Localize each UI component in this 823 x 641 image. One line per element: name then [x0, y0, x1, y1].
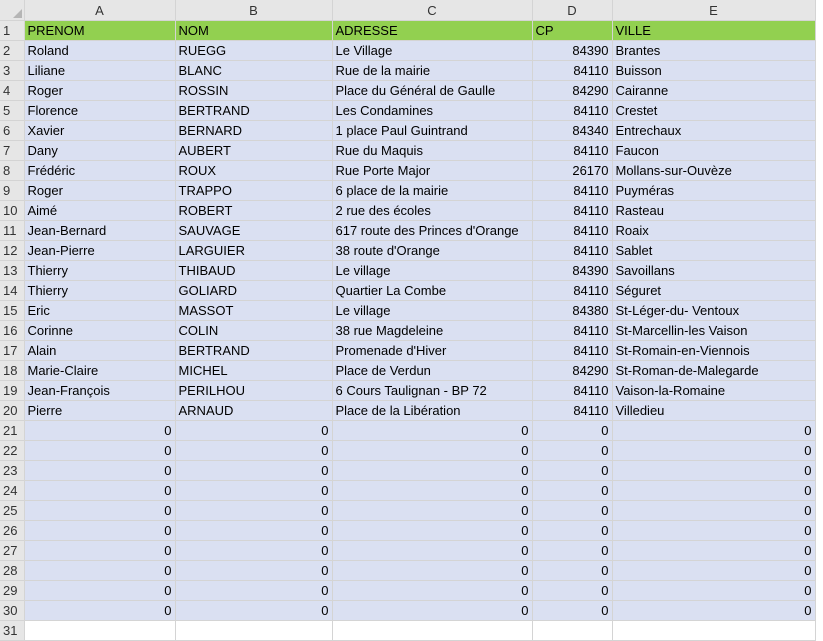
- table-row: [0, 301, 815, 321]
- table-row: [0, 361, 815, 381]
- cell-adresse[interactable]: Place de la Libération: [332, 401, 532, 421]
- cell-ville[interactable]: St-Léger-du- Ventoux: [612, 301, 815, 321]
- table-row: [0, 581, 815, 601]
- table-row: [0, 121, 815, 141]
- cell-ville[interactable]: Brantes: [612, 41, 815, 61]
- row-header[interactable]: 12: [0, 241, 24, 261]
- cell-prenom[interactable]: Xavier: [24, 121, 175, 141]
- cell-prenom[interactable]: Florence: [24, 101, 175, 121]
- cell-value[interactable]: 0: [175, 421, 332, 441]
- cell-cp[interactable]: 84380: [532, 301, 612, 321]
- table-row: [0, 281, 815, 301]
- cell-value[interactable]: 0: [24, 421, 175, 441]
- cell-prenom[interactable]: Thierry: [24, 281, 175, 301]
- cell-prenom[interactable]: Roger: [24, 181, 175, 201]
- table-row: [0, 561, 815, 581]
- row-header[interactable]: 18: [0, 361, 24, 381]
- cell-cp[interactable]: 84390: [532, 41, 612, 61]
- cell-value[interactable]: 0: [332, 541, 532, 561]
- cell-nom[interactable]: ROSSIN: [175, 81, 332, 101]
- row-header[interactable]: 25: [0, 501, 24, 521]
- column-header-d[interactable]: D: [532, 0, 612, 21]
- cell-value[interactable]: 0: [532, 461, 612, 481]
- cell-value[interactable]: 0: [612, 541, 815, 561]
- row-header[interactable]: 6: [0, 121, 24, 141]
- cell-nom[interactable]: ARNAUD: [175, 401, 332, 421]
- cell-value[interactable]: 0: [332, 521, 532, 541]
- cell-adresse[interactable]: Rue de la mairie: [332, 61, 532, 81]
- cell-nom[interactable]: THIBAUD: [175, 261, 332, 281]
- cell-value[interactable]: 0: [532, 521, 612, 541]
- cell-adresse[interactable]: Place du Général de Gaulle: [332, 81, 532, 101]
- cell-prenom[interactable]: Liliane: [24, 61, 175, 81]
- row-header[interactable]: 24: [0, 481, 24, 501]
- cell-cp[interactable]: 84110: [532, 221, 612, 241]
- table-row: [0, 221, 815, 241]
- cell-ville[interactable]: Roaix: [612, 221, 815, 241]
- table-row: [0, 501, 815, 521]
- cell-value[interactable]: 0: [532, 481, 612, 501]
- cell-prenom[interactable]: Marie-Claire: [24, 361, 175, 381]
- cell-prenom[interactable]: Dany: [24, 141, 175, 161]
- cell-value[interactable]: 0: [24, 461, 175, 481]
- cell-adresse[interactable]: 617 route des Princes d'Orange: [332, 221, 532, 241]
- cell-ville[interactable]: Cairanne: [612, 81, 815, 101]
- table-row: [0, 381, 815, 401]
- row-header[interactable]: 10: [0, 201, 24, 221]
- cell-value[interactable]: 0: [612, 561, 815, 581]
- cell-cp[interactable]: 84290: [532, 361, 612, 381]
- cell-value[interactable]: 0: [332, 561, 532, 581]
- cell-ville[interactable]: Savoillans: [612, 261, 815, 281]
- row-header[interactable]: 14: [0, 281, 24, 301]
- cell-value[interactable]: 0: [175, 561, 332, 581]
- cell-prenom[interactable]: Thierry: [24, 261, 175, 281]
- cell-nom[interactable]: TRAPPO: [175, 181, 332, 201]
- table-row: [0, 81, 815, 101]
- table-row: [0, 161, 815, 181]
- cell-prenom[interactable]: Frédéric: [24, 161, 175, 181]
- table-row: [0, 261, 815, 281]
- column-header-e[interactable]: E: [612, 0, 815, 21]
- empty-cell[interactable]: [175, 621, 332, 641]
- table-row: [0, 141, 815, 161]
- cell-value[interactable]: 0: [612, 581, 815, 601]
- cell-ville[interactable]: Faucon: [612, 141, 815, 161]
- cell-nom[interactable]: ROUX: [175, 161, 332, 181]
- select-all-triangle-icon: [13, 9, 22, 18]
- row-header[interactable]: 27: [0, 541, 24, 561]
- cell-nom[interactable]: RUEGG: [175, 41, 332, 61]
- cell-ville[interactable]: Villedieu: [612, 401, 815, 421]
- select-all-button[interactable]: [0, 0, 24, 21]
- cell-ville[interactable]: Rasteau: [612, 201, 815, 221]
- cell-value[interactable]: 0: [24, 601, 175, 621]
- cell-value[interactable]: 0: [24, 481, 175, 501]
- row-header[interactable]: 22: [0, 441, 24, 461]
- cell-ville[interactable]: St-Roman-de-Malegarde: [612, 361, 815, 381]
- cell-prenom[interactable]: Jean-François: [24, 381, 175, 401]
- cell-value[interactable]: 0: [175, 501, 332, 521]
- header-cell-nom[interactable]: NOM: [175, 21, 332, 41]
- table-row: [0, 41, 815, 61]
- row-header[interactable]: 1: [0, 21, 24, 41]
- cell-cp[interactable]: 84290: [532, 81, 612, 101]
- cell-cp[interactable]: 84110: [532, 101, 612, 121]
- column-header-c[interactable]: C: [332, 0, 532, 21]
- cell-adresse[interactable]: Place de Verdun: [332, 361, 532, 381]
- cell-adresse[interactable]: 38 rue Magdeleine: [332, 321, 532, 341]
- cell-value[interactable]: 0: [532, 441, 612, 461]
- empty-cell[interactable]: [24, 621, 175, 641]
- cell-adresse[interactable]: Le Village: [332, 41, 532, 61]
- row-header[interactable]: 2: [0, 41, 24, 61]
- cell-value[interactable]: 0: [612, 501, 815, 521]
- table-row: [0, 541, 815, 561]
- cell-value[interactable]: 0: [532, 601, 612, 621]
- cell-value[interactable]: 0: [612, 441, 815, 461]
- row-header[interactable]: 16: [0, 321, 24, 341]
- cell-prenom[interactable]: Roland: [24, 41, 175, 61]
- cell-cp[interactable]: 84110: [532, 61, 612, 81]
- cell-value[interactable]: 0: [175, 521, 332, 541]
- cell-prenom[interactable]: Roger: [24, 81, 175, 101]
- cell-value[interactable]: 0: [24, 581, 175, 601]
- cell-cp[interactable]: 84110: [532, 241, 612, 261]
- cell-cp[interactable]: 26170: [532, 161, 612, 181]
- cell-cp[interactable]: 84110: [532, 401, 612, 421]
- row-header[interactable]: 19: [0, 381, 24, 401]
- cell-value[interactable]: 0: [332, 461, 532, 481]
- cell-adresse[interactable]: 6 Cours Taulignan - BP 72: [332, 381, 532, 401]
- row-header[interactable]: 31: [0, 621, 24, 641]
- table-row: [0, 201, 815, 221]
- cell-value[interactable]: 0: [24, 561, 175, 581]
- cell-value[interactable]: 0: [612, 521, 815, 541]
- table-row: [0, 441, 815, 461]
- column-header-b[interactable]: B: [175, 0, 332, 21]
- column-header-row: [0, 0, 815, 21]
- cell-nom[interactable]: MASSOT: [175, 301, 332, 321]
- cell-nom[interactable]: BERNARD: [175, 121, 332, 141]
- cell-value[interactable]: 0: [24, 501, 175, 521]
- cell-value[interactable]: 0: [332, 421, 532, 441]
- cell-value[interactable]: 0: [24, 521, 175, 541]
- cell-value[interactable]: 0: [175, 581, 332, 601]
- table-row: [0, 181, 815, 201]
- cell-ville[interactable]: Entrechaux: [612, 121, 815, 141]
- cell-value[interactable]: 0: [612, 601, 815, 621]
- row-header[interactable]: 29: [0, 581, 24, 601]
- cell-cp[interactable]: 84110: [532, 341, 612, 361]
- cell-value[interactable]: 0: [332, 441, 532, 461]
- row-header[interactable]: 17: [0, 341, 24, 361]
- cell-value[interactable]: 0: [175, 601, 332, 621]
- cell-nom[interactable]: COLIN: [175, 321, 332, 341]
- table-row: [0, 521, 815, 541]
- row-header[interactable]: 3: [0, 61, 24, 81]
- cell-cp[interactable]: 84110: [532, 381, 612, 401]
- cell-value[interactable]: 0: [332, 581, 532, 601]
- cell-cp[interactable]: 84110: [532, 321, 612, 341]
- table-row: [0, 61, 815, 81]
- table-row: [0, 421, 815, 441]
- cell-value[interactable]: 0: [532, 561, 612, 581]
- cell-value[interactable]: 0: [612, 481, 815, 501]
- cell-ville[interactable]: Crestet: [612, 101, 815, 121]
- column-header-a[interactable]: A: [24, 0, 175, 21]
- cell-prenom[interactable]: Jean-Pierre: [24, 241, 175, 261]
- row-header[interactable]: 23: [0, 461, 24, 481]
- cell-value[interactable]: 0: [24, 541, 175, 561]
- cell-value[interactable]: 0: [175, 481, 332, 501]
- cell-ville[interactable]: Mollans-sur-Ouvèze: [612, 161, 815, 181]
- cell-nom[interactable]: GOLIARD: [175, 281, 332, 301]
- cell-ville[interactable]: Vaison-la-Romaine: [612, 381, 815, 401]
- table-row: [0, 601, 815, 621]
- row-header[interactable]: 7: [0, 141, 24, 161]
- row-header[interactable]: 4: [0, 81, 24, 101]
- row-header[interactable]: 15: [0, 301, 24, 321]
- cell-nom[interactable]: SAUVAGE: [175, 221, 332, 241]
- cell-value[interactable]: 0: [612, 461, 815, 481]
- cell-prenom[interactable]: Eric: [24, 301, 175, 321]
- empty-cell[interactable]: [532, 621, 612, 641]
- cell-cp[interactable]: 84110: [532, 281, 612, 301]
- header-cell-prenom[interactable]: PRENOM: [24, 21, 175, 41]
- cell-adresse[interactable]: Le village: [332, 301, 532, 321]
- cell-nom[interactable]: BERTRAND: [175, 101, 332, 121]
- row-header[interactable]: 26: [0, 521, 24, 541]
- table-row: [0, 321, 815, 341]
- cell-ville[interactable]: Séguret: [612, 281, 815, 301]
- sheet-body: [0, 21, 815, 641]
- empty-cell[interactable]: [612, 621, 815, 641]
- cell-value[interactable]: 0: [532, 501, 612, 521]
- cell-cp[interactable]: 84340: [532, 121, 612, 141]
- cell-cp[interactable]: 84110: [532, 201, 612, 221]
- cell-prenom[interactable]: Aimé: [24, 201, 175, 221]
- table-row: [0, 621, 815, 641]
- cell-cp[interactable]: 84390: [532, 261, 612, 281]
- cell-ville[interactable]: Buisson: [612, 61, 815, 81]
- cell-nom[interactable]: BERTRAND: [175, 341, 332, 361]
- cell-ville[interactable]: Sablet: [612, 241, 815, 261]
- cell-ville[interactable]: St-Romain-en-Viennois: [612, 341, 815, 361]
- cell-value[interactable]: 0: [24, 441, 175, 461]
- table-header-row: [0, 21, 815, 41]
- cell-value[interactable]: 0: [175, 441, 332, 461]
- cell-nom[interactable]: BLANC: [175, 61, 332, 81]
- row-header[interactable]: 8: [0, 161, 24, 181]
- row-header[interactable]: 28: [0, 561, 24, 581]
- cell-value[interactable]: 0: [612, 421, 815, 441]
- cell-nom[interactable]: MICHEL: [175, 361, 332, 381]
- cell-prenom[interactable]: Jean-Bernard: [24, 221, 175, 241]
- cell-value[interactable]: 0: [532, 421, 612, 441]
- cell-adresse[interactable]: 38 route d'Orange: [332, 241, 532, 261]
- row-header[interactable]: 30: [0, 601, 24, 621]
- cell-cp[interactable]: 84110: [532, 141, 612, 161]
- cell-value[interactable]: 0: [332, 501, 532, 521]
- cell-prenom[interactable]: Pierre: [24, 401, 175, 421]
- table-row: [0, 101, 815, 121]
- cell-value[interactable]: 0: [532, 581, 612, 601]
- cell-adresse[interactable]: Quartier La Combe: [332, 281, 532, 301]
- cell-adresse[interactable]: Les Condamines: [332, 101, 532, 121]
- cell-value[interactable]: 0: [532, 541, 612, 561]
- cell-ville[interactable]: Puyméras: [612, 181, 815, 201]
- cell-adresse[interactable]: Rue du Maquis: [332, 141, 532, 161]
- header-cell-cp[interactable]: CP: [532, 21, 612, 41]
- table-row: [0, 341, 815, 361]
- cell-prenom[interactable]: Alain: [24, 341, 175, 361]
- cell-cp[interactable]: 84110: [532, 181, 612, 201]
- empty-cell[interactable]: [332, 621, 532, 641]
- header-cell-adresse[interactable]: ADRESSE: [332, 21, 532, 41]
- row-header[interactable]: 5: [0, 101, 24, 121]
- cell-value[interactable]: 0: [175, 541, 332, 561]
- cell-adresse[interactable]: 1 place Paul Guintrand: [332, 121, 532, 141]
- cell-ville[interactable]: St-Marcellin-les Vaison: [612, 321, 815, 341]
- cell-nom[interactable]: LARGUIER: [175, 241, 332, 261]
- table-row: [0, 241, 815, 261]
- cell-adresse[interactable]: 2 rue des écoles: [332, 201, 532, 221]
- cell-value[interactable]: 0: [175, 461, 332, 481]
- table-row: [0, 481, 815, 501]
- row-header[interactable]: 21: [0, 421, 24, 441]
- cell-prenom[interactable]: Corinne: [24, 321, 175, 341]
- row-header[interactable]: 20: [0, 401, 24, 421]
- cell-nom[interactable]: PERILHOU: [175, 381, 332, 401]
- table-row: [0, 461, 815, 481]
- cell-adresse[interactable]: Le village: [332, 261, 532, 281]
- row-header[interactable]: 13: [0, 261, 24, 281]
- row-header[interactable]: 9: [0, 181, 24, 201]
- cell-nom[interactable]: AUBERT: [175, 141, 332, 161]
- cell-nom[interactable]: ROBERT: [175, 201, 332, 221]
- cell-adresse[interactable]: Rue Porte Major: [332, 161, 532, 181]
- cell-value[interactable]: 0: [332, 601, 532, 621]
- cell-adresse[interactable]: 6 place de la mairie: [332, 181, 532, 201]
- cell-value[interactable]: 0: [332, 481, 532, 501]
- row-header[interactable]: 11: [0, 221, 24, 241]
- header-cell-ville[interactable]: VILLE: [612, 21, 815, 41]
- cell-adresse[interactable]: Promenade d'Hiver: [332, 341, 532, 361]
- table-row: [0, 401, 815, 421]
